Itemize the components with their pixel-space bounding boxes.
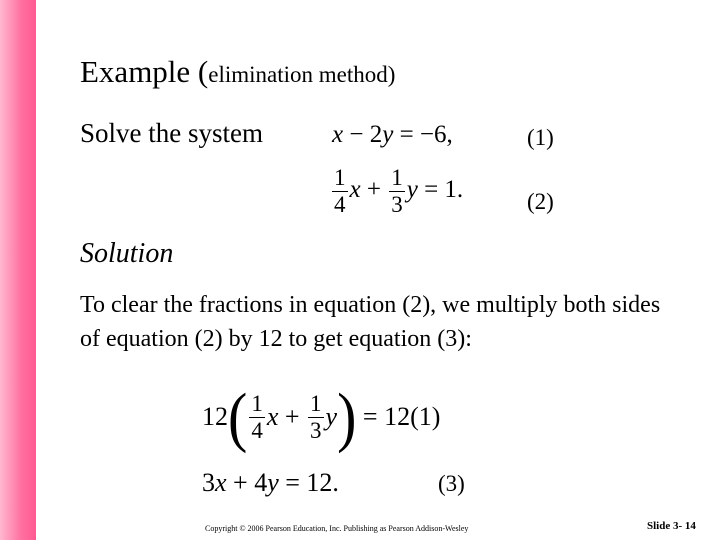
eqm-y: y — [325, 402, 338, 431]
eq2-frac2-den: 3 — [391, 192, 403, 217]
eq2-frac2-num: 1 — [391, 165, 403, 190]
equation-3-label: (3) — [438, 471, 465, 496]
equation-1-label: (1) — [527, 125, 554, 150]
slide-title — [80, 52, 395, 95]
prompt-text: Solve the system — [80, 118, 263, 148]
solution-paragraph: To clear the fractions in equation (2), we multiply both sides of equation (2) by 12 to get equation (3): — [80, 292, 661, 352]
eqm-frac2-num: 1 — [310, 390, 322, 416]
eq3-rhs: = 12. — [278, 468, 339, 497]
eqm-fraction-2 — [308, 391, 324, 444]
eq3-x: x — [215, 468, 227, 497]
eqm-plus: + — [278, 402, 307, 431]
eq2-x: x — [349, 176, 361, 204]
eq1-y: y — [382, 121, 394, 148]
equation-1 — [332, 120, 453, 150]
eq2-plus: + — [360, 176, 388, 204]
title-sub: elimination method) — [208, 62, 396, 87]
eqm-frac2-den: 3 — [310, 417, 322, 443]
equation-2 — [330, 165, 463, 218]
equation-2-label: (2) — [527, 189, 554, 214]
eq2-rhs: = 1. — [417, 176, 464, 204]
eqm-frac1-den: 4 — [251, 417, 263, 443]
eq1-op: − 2 — [343, 121, 383, 148]
equation-3 — [202, 468, 339, 498]
eq1-x: x — [332, 121, 344, 148]
eqm-coef: 12 — [202, 402, 228, 431]
eqm-close-paren: ) — [337, 379, 357, 454]
eqm-open-paren: ( — [228, 379, 248, 454]
eqm-frac1-num: 1 — [251, 390, 263, 416]
eq2-fraction-1 — [332, 165, 348, 218]
eq2-frac1-den: 4 — [334, 192, 346, 217]
eq3-op: + 4 — [226, 468, 268, 497]
accent-bar — [0, 0, 36, 540]
eq3-y: y — [267, 468, 279, 497]
equation-multiplied — [202, 379, 441, 454]
eqm-rhs: = 12(1) — [356, 402, 441, 431]
copyright-footer: Copyright © 2006 Pearson Education, Inc. Publishing as Pearson Addison-Wesley — [205, 524, 469, 533]
eqm-x: x — [266, 402, 279, 431]
slide-number: Slide 3- 14 — [647, 520, 696, 532]
eq2-y: y — [406, 176, 418, 204]
eq2-frac1-num: 1 — [334, 165, 346, 190]
eq2-fraction-2 — [389, 165, 405, 218]
title-main: Example ( — [80, 54, 209, 89]
eqm-fraction-1 — [249, 391, 265, 444]
eq1-rhs: = −6, — [393, 121, 453, 148]
solution-heading: Solution — [80, 238, 174, 269]
eq3-left: 3 — [202, 468, 215, 497]
